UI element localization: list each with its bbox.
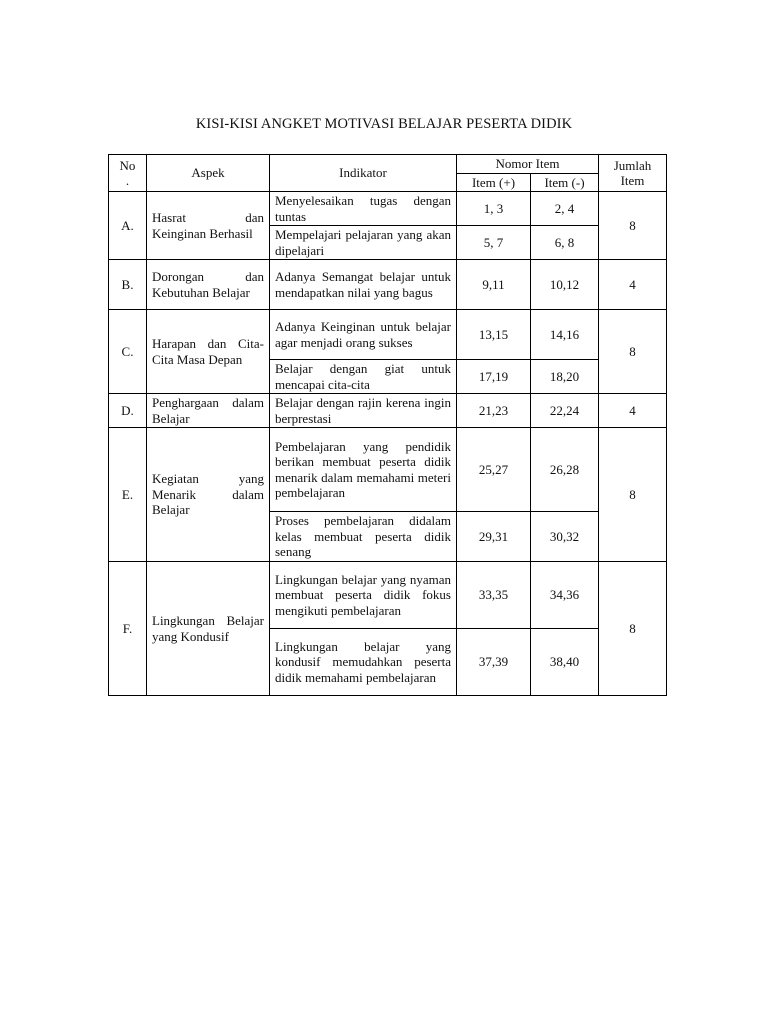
- table-row: [109, 394, 667, 428]
- item-plus-cell: 29,31: [457, 512, 531, 562]
- aspek-cell: Dorongan dan Kebutuhan Belajar: [147, 260, 270, 310]
- header-no-line2: .: [125, 173, 130, 188]
- jumlah-item-cell: 8: [599, 562, 667, 696]
- row-number: D.: [109, 394, 147, 428]
- indikator-cell: Proses pembelajaran didalam kelas membuat peserta didik senang: [270, 512, 457, 562]
- aspek-cell: Harapan dan Cita-Cita Masa Depan: [147, 310, 270, 394]
- table-row: [109, 192, 667, 226]
- item-plus-cell: 1, 3: [457, 192, 531, 226]
- item-minus-cell: 34,36: [531, 562, 599, 629]
- indikator-cell: Lingkungan belajar yang nyaman membuat peserta didik fokus mengikuti pembelajaran: [270, 562, 457, 629]
- jumlah-item-cell: 4: [599, 394, 667, 428]
- item-plus-cell: 17,19: [457, 360, 531, 394]
- table-row: [109, 310, 667, 360]
- jumlah-item-cell: 8: [599, 192, 667, 260]
- indikator-cell: Belajar dengan rajin kerena ingin berprestasi: [270, 394, 457, 428]
- table-header: [109, 155, 667, 192]
- row-number: B.: [109, 260, 147, 310]
- item-minus-cell: 10,12: [531, 260, 599, 310]
- header-no: [109, 155, 147, 192]
- item-minus-cell: 14,16: [531, 310, 599, 360]
- indikator-cell: Menyelesaikan tugas dengan tuntas: [270, 192, 457, 226]
- aspek-cell: Kegiatan yang Menarik dalam Belajar: [147, 428, 270, 562]
- jumlah-item-cell: 8: [599, 428, 667, 562]
- item-plus-cell: 5, 7: [457, 226, 531, 260]
- item-minus-cell: 6, 8: [531, 226, 599, 260]
- indikator-cell: Mempelajari pelajaran yang akan dipelajari: [270, 226, 457, 260]
- item-minus-cell: 26,28: [531, 428, 599, 512]
- aspek-cell: Penghargaan dalam Belajar: [147, 394, 270, 428]
- item-minus-cell: 18,20: [531, 360, 599, 394]
- header-nomor-item: Nomor Item: [457, 155, 599, 174]
- item-plus-cell: 13,15: [457, 310, 531, 360]
- item-plus-cell: 25,27: [457, 428, 531, 512]
- row-number: C.: [109, 310, 147, 394]
- table-row: [109, 562, 667, 629]
- table-row: [109, 428, 667, 512]
- header-indikator: Indikator: [270, 155, 457, 192]
- item-plus-cell: 9,11: [457, 260, 531, 310]
- item-minus-cell: 30,32: [531, 512, 599, 562]
- item-minus-cell: 2, 4: [531, 192, 599, 226]
- item-plus-cell: 21,23: [457, 394, 531, 428]
- header-jumlah-line1: Jumlah: [613, 157, 652, 173]
- item-minus-cell: 22,24: [531, 394, 599, 428]
- aspek-cell: Hasrat dan Keinginan Berhasil: [147, 192, 270, 260]
- row-number: A.: [109, 192, 147, 260]
- table-body: [109, 192, 667, 696]
- indikator-cell: Lingkungan belajar yang kondusif memudahkan peserta didik memahami pembelajaran: [270, 629, 457, 696]
- row-number: F.: [109, 562, 147, 696]
- kisi-kisi-table: [108, 154, 667, 696]
- header-item-minus: Item (-): [531, 173, 599, 192]
- row-number: E.: [109, 428, 147, 562]
- header-aspek: Aspek: [147, 155, 270, 192]
- indikator-cell: Adanya Keinginan untuk belajar agar menjadi orang sukses: [270, 310, 457, 360]
- aspek-cell: Lingkungan Belajar yang Kondusif: [147, 562, 270, 696]
- jumlah-item-cell: 4: [599, 260, 667, 310]
- indikator-cell: Pembelajaran yang pendidik berikan membuat peserta didik menarik dalam memahami meteri pembelajaran: [270, 428, 457, 512]
- item-plus-cell: 37,39: [457, 629, 531, 696]
- table-row: [109, 260, 667, 310]
- item-plus-cell: 33,35: [457, 562, 531, 629]
- indikator-cell: Adanya Semangat belajar untuk mendapatkan nilai yang bagus: [270, 260, 457, 310]
- item-minus-cell: 38,40: [531, 629, 599, 696]
- header-no-line1: No: [119, 158, 136, 173]
- header-item-plus: Item (+): [457, 173, 531, 192]
- header-jumlah-item: [599, 155, 667, 192]
- document-title: KISI-KISI ANGKET MOTIVASI BELAJAR PESERTA DIDIK: [195, 116, 573, 132]
- header-jumlah-line2: Item: [620, 173, 645, 188]
- jumlah-item-cell: 8: [599, 310, 667, 394]
- indikator-cell: Belajar dengan giat untuk mencapai cita-cita: [270, 360, 457, 394]
